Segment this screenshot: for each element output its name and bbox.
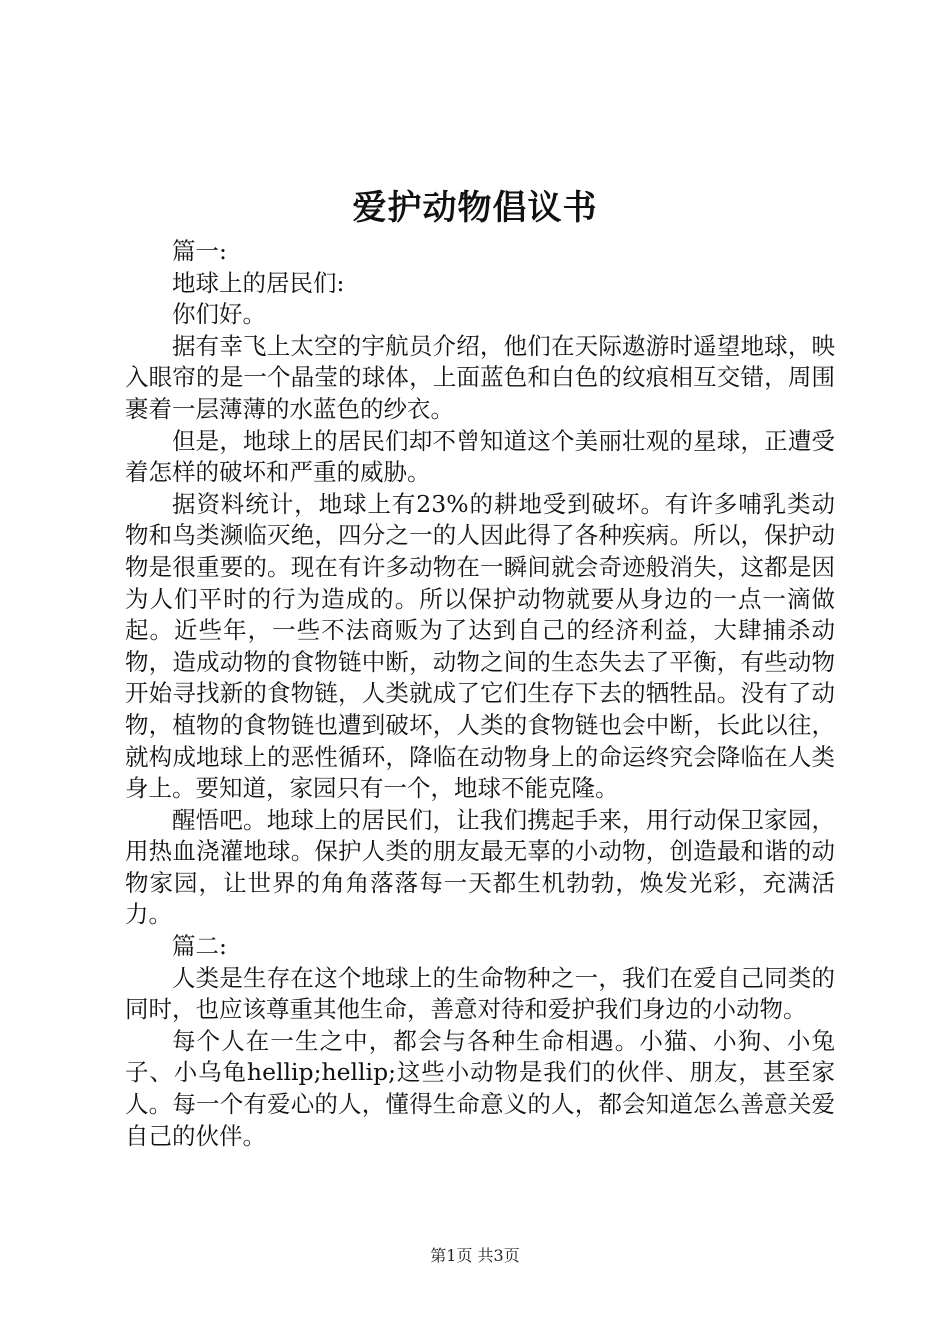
paragraph: 据资料统计，地球上有23%的耕地受到破坏。有许多哺乳类动物和鸟类濒临灭绝，四分之一的人因此得了各种疾病。所以，保护动物是很重要的。现在有许多动物在一瞬间就会奇迹般消失，这都是因为人们平时的行为造成的。所以保护动物就要从身边的一点一滴做起。近些年，一些不法商贩为了达到自己的经济利益，大肆捕杀动物，造成动物的食物链中断，动物之间的生态失去了平衡，有些动物开始寻找新的食物链，人类就成了它们生存下去的牺牲品。没有了动物，植物的食物链也遭到破坏，人类的食物链也会中断，长此以往，就构成地球上的恶性循环，降临在动物身上的命运终究会降临在人类身上。要知道，家园只有一个，地球不能克隆。 xyxy=(125,489,835,803)
paragraph: 地球上的居民们: xyxy=(172,268,345,297)
paragraph: 据有幸飞上太空的宇航员介绍，他们在天际遨游时遥望地球，映入眼帘的是一个晶莹的球体，上面蓝色和白色的纹痕相互交错，周围裹着一层薄薄的水蓝色的纱衣。 xyxy=(125,331,835,423)
document-body xyxy=(125,236,835,1152)
page-number-footer: 第1页 共3页 xyxy=(430,1246,520,1265)
paragraph: 每个人在一生之中，都会与各种生命相遇。小猫、小狗、小兔子、小乌龟hellip;hellip;这些小动物是我们的伙伴、朋友，甚至家人。每一个有爱心的人，懂得生命意义的人，都会知道怎么善意关爱自己的伙伴。 xyxy=(125,1026,835,1150)
paragraph: 篇二: xyxy=(172,932,227,961)
paragraph: 醒悟吧。地球上的居民们，让我们携起手来，用行动保卫家园，用热血浇灌地球。保护人类的朋友最无辜的小动物，创造最和谐的动物家园，让世界的角角落落每一天都生机勃勃，焕发光彩，充满活力。 xyxy=(125,805,835,929)
paragraph: 你们好。 xyxy=(172,300,266,329)
paragraph: 人类是生存在这个地球上的生命物种之一，我们在爱自己同类的同时，也应该尊重其他生命，善意对待和爱护我们身边的小动物。 xyxy=(125,963,835,1024)
document-title: 爱护动物倡议书 xyxy=(352,188,598,228)
paragraph: 但是，地球上的居民们却不曾知道这个美丽壮观的星球，正遭受着怎样的破坏和严重的威胁。 xyxy=(125,426,835,487)
paragraph: 篇一: xyxy=(172,237,227,265)
